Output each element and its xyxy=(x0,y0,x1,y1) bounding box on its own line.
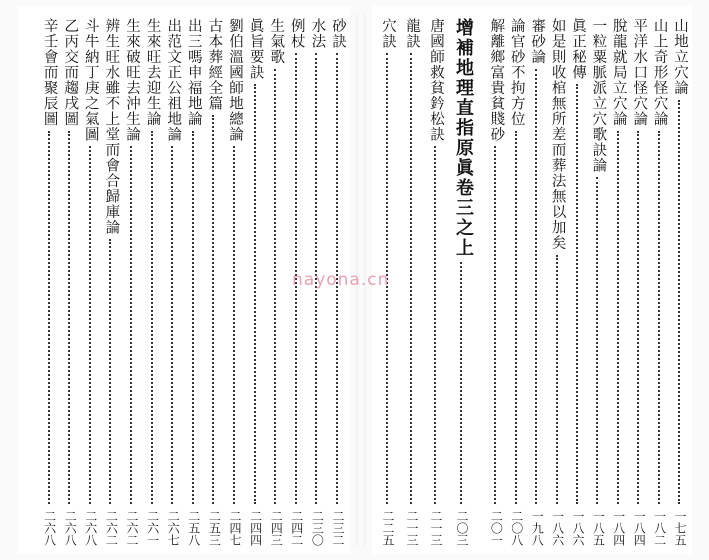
toc-entry[interactable] xyxy=(548,18,567,546)
toc-entry-title: 一粒粟脈派立穴歌訣論 xyxy=(590,18,607,173)
leader-dots xyxy=(48,131,50,505)
leader-dots xyxy=(658,131,660,505)
toc-entry-title: 平洋水口怪穴論 xyxy=(631,18,648,127)
toc-entry-title: 出三嗎申福地論 xyxy=(185,18,202,127)
leader-dots xyxy=(494,146,496,504)
leader-dots xyxy=(233,146,235,504)
toc-entry-title: 眞旨要訣 xyxy=(247,18,264,80)
toc-entry[interactable] xyxy=(40,18,59,546)
leader-dots xyxy=(535,69,537,505)
toc-entry-title: 辨生旺水雖不上堂而會合歸庫論 xyxy=(103,18,120,235)
toc-entry-title: 審砂論 xyxy=(529,18,546,65)
leader-dots xyxy=(460,262,462,504)
toc-entry-title: 生來破旺去沖生論 xyxy=(124,18,140,142)
toc-entry[interactable] xyxy=(588,18,607,546)
toc-entry[interactable] xyxy=(650,18,669,546)
toc-entry-page: 二〇一 xyxy=(489,510,504,546)
leader-dots xyxy=(192,131,194,505)
leader-dots xyxy=(212,115,214,504)
toc-entry-title: 出范文正公祖地論 xyxy=(165,18,182,142)
toc-entry-page: 二〇八 xyxy=(509,510,524,546)
toc-entry-title: 穴訣 xyxy=(380,18,396,49)
leader-dots xyxy=(556,255,558,505)
toc-entry[interactable] xyxy=(266,18,285,546)
toc-entry[interactable] xyxy=(143,18,162,546)
toc-entry-title: 辛壬會而聚辰圖 xyxy=(41,18,58,127)
toc-entry[interactable] xyxy=(486,18,505,546)
toc-entry-page: 二五八 xyxy=(186,510,201,546)
leader-dots xyxy=(434,146,436,504)
toc-entry-page: 二三〇 xyxy=(310,510,325,546)
toc-entry[interactable] xyxy=(204,18,223,546)
toc-entry-title: 唐國師救貧鈐松訣 xyxy=(428,18,444,142)
toc-entry-title: 山地立穴論 xyxy=(672,18,688,96)
toc-entry[interactable] xyxy=(225,18,244,546)
toc-entry[interactable] xyxy=(402,18,421,546)
chapter-heading-page: 二〇三 xyxy=(455,510,469,546)
leader-dots xyxy=(254,84,256,504)
toc-entry[interactable] xyxy=(426,18,445,546)
toc-entry-title: 龍訣 xyxy=(404,18,420,49)
chapter-heading-title: 增補地理直指原眞卷三之上 xyxy=(453,18,474,258)
toc-entry-title: 生氣歌 xyxy=(268,18,285,65)
toc-entry-page: 二六八 xyxy=(83,510,98,546)
toc-entry-title: 如是則收棺無所差而葬法無以加矣 xyxy=(549,18,566,251)
toc-entry-title: 脫龍就局立穴論 xyxy=(610,18,627,127)
leader-dots xyxy=(576,84,578,504)
leader-dots xyxy=(515,131,517,505)
leader-dots xyxy=(274,69,276,505)
toc-entry-page: 二六二 xyxy=(104,510,119,546)
leader-dots xyxy=(89,146,91,504)
toc-entry-page: 一八二 xyxy=(652,510,667,546)
toc-entry-page: 一八四 xyxy=(611,510,626,546)
toc-entry-page: 一七五 xyxy=(673,510,687,546)
leader-dots xyxy=(130,146,132,504)
toc-entry[interactable] xyxy=(527,18,546,546)
toc-entry[interactable] xyxy=(60,18,79,546)
toc-entry[interactable] xyxy=(609,18,628,546)
toc-entry-title: 斗牛納丁庚之氣圖 xyxy=(82,18,99,142)
leader-dots xyxy=(410,53,412,504)
toc-entry-title: 乙丙交而趨戌圖 xyxy=(62,18,79,127)
toc-entry-page: 二二五 xyxy=(381,510,395,546)
leader-dots xyxy=(596,177,598,504)
leader-dots xyxy=(151,131,153,505)
toc-entry-title: 例杖 xyxy=(288,18,305,49)
toc-entry-title: 生來旺去迎生論 xyxy=(144,18,161,127)
toc-entry-page: 一九八 xyxy=(530,510,545,546)
toc-entry-title: 山上奇形怪穴論 xyxy=(651,18,668,127)
toc-entry[interactable] xyxy=(81,18,100,546)
toc-entry-title: 論官砂不拘方位 xyxy=(508,18,525,127)
toc-entry-page: 二六七 xyxy=(166,510,181,546)
toc-entry[interactable] xyxy=(670,18,689,546)
toc-entry-page: 二四三 xyxy=(269,510,284,546)
toc-entry[interactable] xyxy=(507,18,526,546)
toc-entry-page: 二三二 xyxy=(331,510,345,546)
toc-entry-page: 二六二 xyxy=(125,510,139,546)
toc-entry-page: 一八四 xyxy=(632,510,647,546)
toc-entry-page: 二六八 xyxy=(63,510,78,546)
leader-dots xyxy=(68,131,70,505)
toc-entry-title: 劉伯溫國師地總論 xyxy=(227,18,243,142)
toc-entry-page: 二四二 xyxy=(289,510,304,546)
toc-entry[interactable] xyxy=(163,18,182,546)
toc-entry[interactable] xyxy=(629,18,648,546)
right-page xyxy=(372,6,692,554)
chapter-heading xyxy=(452,18,474,546)
toc-entry-page: 一八六 xyxy=(550,510,565,546)
leader-dots xyxy=(637,131,639,505)
toc-entry-page: 二一三 xyxy=(405,510,419,546)
leader-dots xyxy=(678,100,680,505)
toc-entry-page: 二四四 xyxy=(248,510,263,546)
toc-entry-page: 二六一 xyxy=(145,510,160,546)
toc-entry[interactable] xyxy=(122,18,141,546)
toc-entry-title: 砂訣 xyxy=(330,18,346,49)
leader-dots xyxy=(109,239,111,504)
leader-dots xyxy=(617,131,619,505)
toc-entry-title: 古本葬經全篇 xyxy=(206,18,223,111)
toc-entry-title: 水法 xyxy=(309,18,326,49)
toc-entry-title: 眞正秘傳 xyxy=(570,18,586,80)
leader-dots xyxy=(171,146,173,504)
toc-entry-page: 二一三 xyxy=(429,510,443,546)
toc-entry-page: 一八六 xyxy=(571,510,585,546)
toc-entry-title: 解離鄉富貴貧賤砂 xyxy=(488,18,505,142)
toc-entry[interactable] xyxy=(246,18,265,546)
watermark: nayona.cn xyxy=(292,270,390,290)
toc-entry[interactable] xyxy=(184,18,203,546)
toc-entry-page: 二六八 xyxy=(42,510,57,546)
toc-entry[interactable] xyxy=(101,18,120,546)
toc-entry-page: 二五三 xyxy=(207,510,222,546)
toc-entry-page: 一八五 xyxy=(591,510,606,546)
toc-entry[interactable] xyxy=(568,18,587,546)
toc-entry-page: 二四七 xyxy=(228,510,242,546)
